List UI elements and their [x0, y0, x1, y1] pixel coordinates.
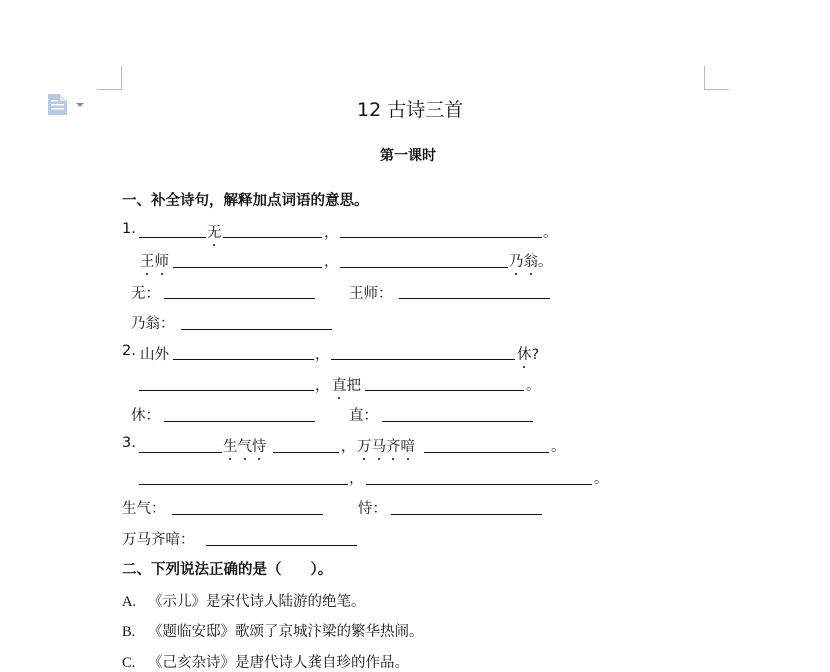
dotted-word: 喑 — [401, 435, 416, 456]
comma: ， — [324, 225, 339, 241]
blank[interactable] — [340, 267, 508, 268]
period: 。 — [594, 471, 609, 487]
q2-number: 2. — [122, 343, 136, 359]
section1-heading: 一、补全诗句，解释加点词语的意思。 — [122, 193, 369, 209]
blank[interactable] — [139, 452, 222, 453]
blank[interactable] — [139, 390, 314, 391]
answer-blank[interactable] — [382, 421, 533, 422]
comma: ， — [341, 439, 356, 455]
blank[interactable] — [365, 390, 524, 391]
answer-blank[interactable] — [206, 545, 357, 546]
blank[interactable] — [331, 359, 515, 360]
answer-blank[interactable] — [181, 329, 332, 330]
dotted-word: 乃 — [509, 250, 524, 271]
dotted-word: 师 — [155, 250, 170, 271]
answer-blank[interactable] — [164, 298, 315, 299]
page-margin-corner-top-right — [704, 66, 729, 90]
comma: ， — [315, 347, 330, 363]
definition-label: 恃： — [358, 501, 387, 517]
period: 。 — [538, 254, 553, 270]
option-text: 《题临安邸》歌颂了京城汴梁的繁华热闹。 — [148, 624, 424, 640]
period: 。 — [526, 378, 541, 394]
q1-number: 1. — [122, 221, 136, 237]
definition-label: 休： — [131, 408, 160, 424]
option-text: 《己亥杂诗》是唐代诗人龚自珍的作品。 — [148, 655, 409, 671]
blank[interactable] — [223, 237, 322, 238]
option-letter: B. — [122, 624, 136, 640]
option-letter: C. — [122, 655, 136, 671]
dotted-word: 翁 — [524, 250, 539, 271]
option-text: 《示儿》是宋代诗人陆游的绝笔。 — [148, 594, 366, 610]
period: 。 — [543, 225, 558, 241]
definition-label: 王师： — [349, 286, 393, 302]
answer-blank[interactable] — [399, 298, 550, 299]
option-c[interactable] — [122, 651, 409, 672]
definition-label: 万马齐喑： — [122, 532, 195, 548]
document-icon[interactable] — [48, 94, 67, 115]
dotted-word: 王 — [140, 250, 155, 271]
dotted-word: 齐 — [386, 435, 401, 456]
blank[interactable] — [366, 484, 592, 485]
dotted-word: 马 — [372, 435, 387, 456]
option-b[interactable] — [122, 620, 424, 641]
question-mark: ? — [531, 347, 540, 363]
option-a[interactable] — [122, 590, 366, 611]
page-margin-corner-top-left — [97, 66, 122, 90]
dotted-word: 休 — [517, 343, 532, 364]
dotted-word: 生 — [223, 435, 238, 456]
blank[interactable] — [424, 452, 549, 453]
comma: ， — [324, 254, 339, 270]
answer-blank[interactable] — [164, 421, 315, 422]
caret-down-icon[interactable] — [76, 103, 84, 107]
document-title: 12 古诗三首 — [357, 99, 464, 121]
suffix-text: 把 — [346, 378, 361, 394]
definition-label: 乃翁： — [131, 316, 175, 332]
prefix-text: 山外 — [140, 347, 169, 363]
dotted-word: 无 — [207, 221, 222, 242]
blank[interactable] — [173, 267, 322, 268]
period: 。 — [551, 439, 566, 455]
dotted-word: 万 — [357, 435, 372, 456]
dotted-word: 直 — [332, 374, 347, 395]
definition-label: 无： — [131, 286, 160, 302]
comma: ， — [315, 378, 330, 394]
definition-label: 生气： — [122, 501, 166, 517]
section2-heading: 二、下列说法正确的是（ ）。 — [122, 562, 333, 578]
blank[interactable] — [173, 359, 314, 360]
dotted-word: 恃 — [252, 435, 267, 456]
comma: ， — [349, 471, 364, 487]
option-letter: A. — [122, 594, 137, 610]
answer-blank[interactable] — [172, 514, 323, 515]
blank[interactable] — [273, 452, 339, 453]
dotted-word: 气 — [238, 435, 253, 456]
blank[interactable] — [139, 484, 348, 485]
definition-label: 直： — [349, 408, 378, 424]
q3-number: 3. — [122, 435, 136, 451]
blank[interactable] — [340, 237, 542, 238]
answer-blank[interactable] — [391, 514, 542, 515]
blank[interactable] — [139, 237, 206, 238]
document-subtitle: 第一课时 — [380, 148, 436, 164]
